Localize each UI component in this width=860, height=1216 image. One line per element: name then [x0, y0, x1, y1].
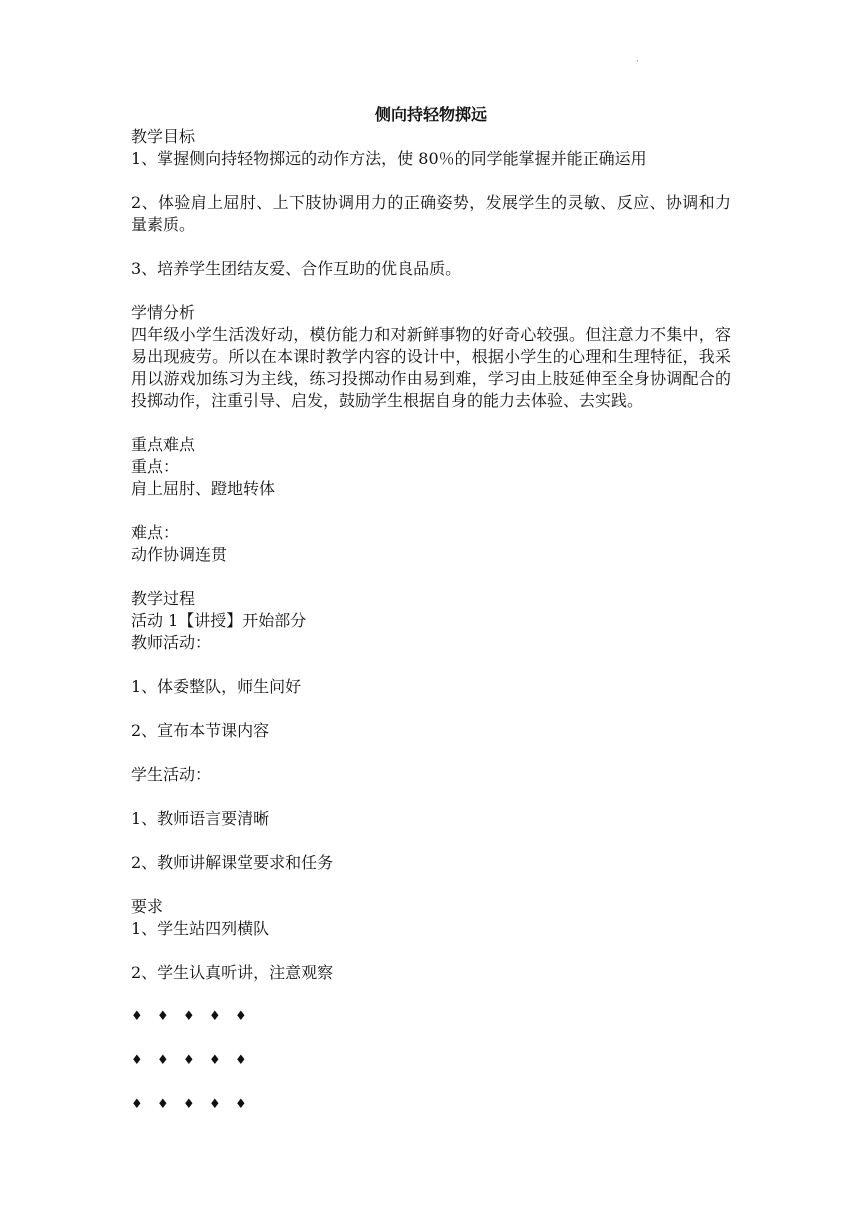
student-formation: [131, 1006, 731, 1116]
requirement-item-1: 1、学生站四列横队: [131, 919, 270, 938]
requirement-item-2: 2、学生认真听讲，注意观察: [131, 963, 334, 982]
student-marker-icon: ♦: [131, 1097, 143, 1112]
objective-item-2: 2、体验肩上屈肘、上下肢协调用力的正确姿势，发展学生的灵敏、反应、协调和力量素质。: [131, 193, 731, 234]
student-activity-label: 学生活动：: [131, 765, 212, 784]
process-heading: 教学过程: [131, 589, 196, 608]
student-marker-icon: ♦: [209, 1009, 221, 1024]
difficulty-text: 动作协调连贯: [131, 545, 228, 564]
header-dot: ·: [636, 57, 639, 66]
student-marker-icon: ♦: [235, 1053, 247, 1068]
student-marker-icon: ♦: [235, 1009, 247, 1024]
formation-row: [131, 1050, 731, 1072]
student-item-2: 2、教师讲解课堂要求和任务: [131, 853, 334, 872]
student-marker-icon: ♦: [209, 1053, 221, 1068]
objective-item-1: 1、掌握侧向持轻物掷远的动作方法，使 80％的同学能掌握并能正确运用: [131, 149, 647, 168]
formation-row: [131, 1094, 731, 1116]
student-marker-icon: ♦: [183, 1053, 195, 1068]
requirement-label: 要求: [131, 897, 164, 916]
student-item-1: 1、教师语言要清晰: [131, 809, 270, 828]
student-marker-icon: ♦: [157, 1097, 169, 1112]
teacher-item-1: 1、体委整队，师生问好: [131, 677, 302, 696]
student-marker-icon: ♦: [183, 1009, 195, 1024]
teacher-activity-label: 教师活动：: [131, 633, 212, 652]
difficulty-label: 难点：: [131, 523, 180, 542]
student-marker-icon: ♦: [131, 1009, 143, 1024]
formation-row: [131, 1006, 731, 1028]
student-marker-icon: ♦: [209, 1097, 221, 1112]
student-marker-icon: ♦: [131, 1053, 143, 1068]
analysis-text: 四年级小学生活泼好动，模仿能力和对新鲜事物的好奇心较强。但注意力不集中，容易出现疲劳。所以在本课时教学内容的设计中，根据小学生的心理和生理特征，我采用以游戏加练习为主线，练习投掷动作由易到难，学习由上肢延伸至全身协调配合的投掷动作，注重引导、启发，鼓励学生根据自身的能力去体验、去实践。: [131, 325, 731, 410]
key-label: 重点：: [131, 457, 180, 476]
student-marker-icon: ♦: [183, 1097, 195, 1112]
key-text: 肩上屈肘、蹬地转体: [131, 479, 276, 498]
teacher-item-2: 2、宣布本节课内容: [131, 721, 270, 740]
student-marker-icon: ♦: [157, 1009, 169, 1024]
objective-item-3: 3、培养学生团结友爱、合作互助的优良品质。: [131, 259, 462, 278]
student-marker-icon: ♦: [157, 1053, 169, 1068]
activity-title: 活动 1【讲授】开始部分: [131, 611, 307, 630]
document-body: [131, 104, 731, 1116]
analysis-heading: 学情分析: [131, 303, 196, 322]
document-title: 侧向持轻物掷远: [374, 105, 487, 124]
student-marker-icon: ♦: [235, 1097, 247, 1112]
objectives-heading: 教学目标: [131, 127, 196, 146]
key-points-heading: 重点难点: [131, 435, 196, 454]
